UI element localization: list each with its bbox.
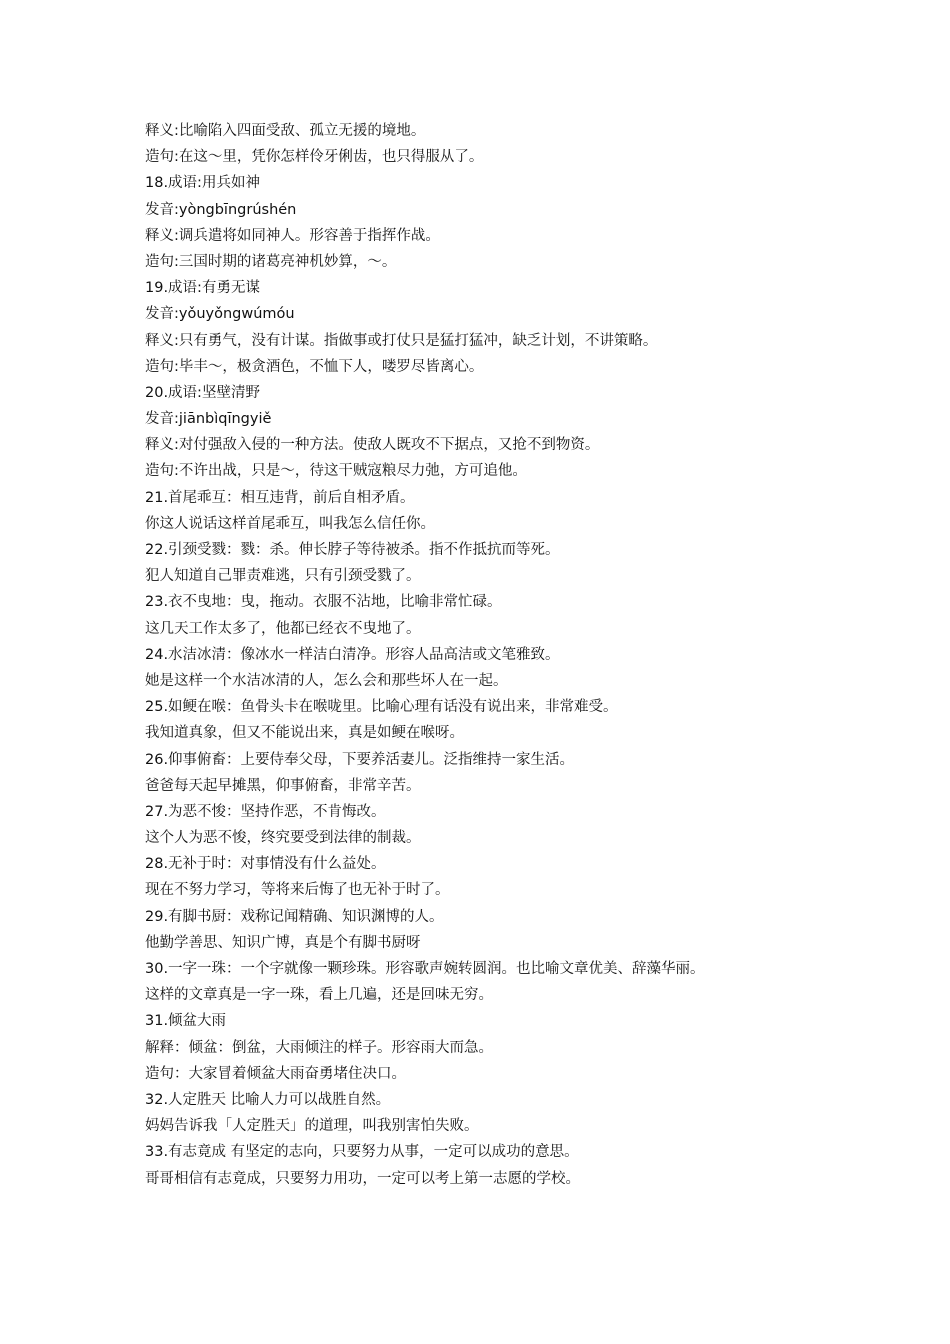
text-line: 21.首尾乖互：相互违背，前后自相矛盾。	[145, 489, 415, 506]
text-line: 25.如鲠在喉：鱼骨头卡在喉咙里。比喻心理有话没有说出来，非常难受。	[145, 699, 618, 716]
text-line: 发音:yǒuyǒngwúmóu	[145, 306, 295, 323]
text-line: 哥哥相信有志竟成，只要努力用功，一定可以考上第一志愿的学校。	[145, 1170, 580, 1187]
text-line: 31.倾盆大雨	[145, 1013, 227, 1030]
text-line: 27.为恶不悛：坚持作恶，不肯悔改。	[145, 803, 386, 820]
text-line: 妈妈告诉我「人定胜天」的道理，叫我别害怕失败。	[145, 1118, 479, 1135]
text-line: 我知道真象，但又不能说出来，真是如鲠在喉呀。	[145, 725, 464, 742]
text-line: 26.仰事俯畜：上要侍奉父母，下要养活妻儿。泛指维持一家生活。	[145, 751, 575, 768]
text-line: 发音:jiānbìqīngyiě	[145, 411, 272, 428]
text-line: 19.成语:有勇无谋	[145, 280, 260, 297]
text-line: 造句:在这～里，凭你怎样伶牙俐齿，也只得服从了。	[145, 149, 484, 166]
text-line: 释义:对付强敌入侵的一种方法。使敌人既攻不下据点，又抢不到物资。	[145, 437, 600, 454]
text-line: 20.成语:坚壁清野	[145, 384, 260, 401]
text-line: 这样的文章真是一字一珠，看上几遍，还是回味无穷。	[145, 987, 493, 1004]
text-line: 这个人为恶不悛，终究要受到法律的制裁。	[145, 830, 421, 847]
text-line: 24.水洁冰清：像冰水一样洁白清净。形容人品高洁或文笔雅致。	[145, 646, 560, 663]
text-line: 33.有志竟成 有坚定的志向，只要努力从事，一定可以成功的意思。	[145, 1144, 579, 1161]
document-body	[145, 118, 845, 1192]
text-line: 释义:只有勇气，没有计谋。指做事或打仗只是猛打猛冲，缺乏计划，不讲策略。	[145, 332, 658, 349]
text-line: 释义:调兵遣将如同神人。形容善于指挥作战。	[145, 227, 440, 244]
text-line: 解释：倾盆：倒盆，大雨倾注的样子。形容雨大而急。	[145, 1039, 493, 1056]
text-line: 你这人说话这样首尾乖互，叫我怎么信任你。	[145, 515, 435, 532]
text-line: 他勤学善思、知识广博，真是个有脚书厨呀	[145, 934, 421, 951]
text-line: 犯人知道自己罪责难逃，只有引颈受戮了。	[145, 568, 421, 585]
text-line: 释义:比喻陷入四面受敌、孤立无援的境地。	[145, 123, 426, 139]
text-line: 造句:不许出战，只是～，待这干贼寇粮尽力弛，方可追他。	[145, 463, 527, 480]
text-line: 发音:yòngbīngrúshén	[145, 201, 297, 218]
text-line: 这几天工作太多了，他都已经衣不曳地了。	[145, 620, 421, 637]
text-line: 23.衣不曳地：曳，拖动。衣服不沾地，比喻非常忙碌。	[145, 594, 502, 611]
text-line: 32.人定胜天 比喻人力可以战胜自然。	[145, 1091, 391, 1108]
text-line: 30.一字一珠：一个字就像一颗珍珠。形容歌声婉转圆润。也比喻文章优美、辞藻华丽。	[145, 961, 705, 977]
text-line: 18.成语:用兵如神	[145, 175, 260, 192]
text-line: 28.无补于时：对事情没有什么益处。	[145, 856, 386, 873]
text-line: 现在不努力学习，等将来后悔了也无补于时了。	[145, 882, 450, 899]
text-line: 29.有脚书厨：戏称记闻精确、知识渊博的人。	[145, 908, 444, 925]
text-line: 爸爸每天起早摊黑，仰事俯畜，非常辛苦。	[145, 777, 421, 794]
text-line: 造句:毕丰～，极贪酒色，不恤下人，喽罗尽皆离心。	[145, 358, 484, 375]
text-line: 她是这样一个水洁冰清的人，怎么会和那些坏人在一起。	[145, 672, 508, 689]
text-line: 造句:三国时期的诸葛亮神机妙算，～。	[145, 253, 397, 270]
text-line: 22.引颈受戮：戮：杀。伸长脖子等待被杀。指不作抵抗而等死。	[145, 542, 560, 558]
text-line: 造句：大家冒着倾盆大雨奋勇堵住决口。	[145, 1065, 406, 1082]
